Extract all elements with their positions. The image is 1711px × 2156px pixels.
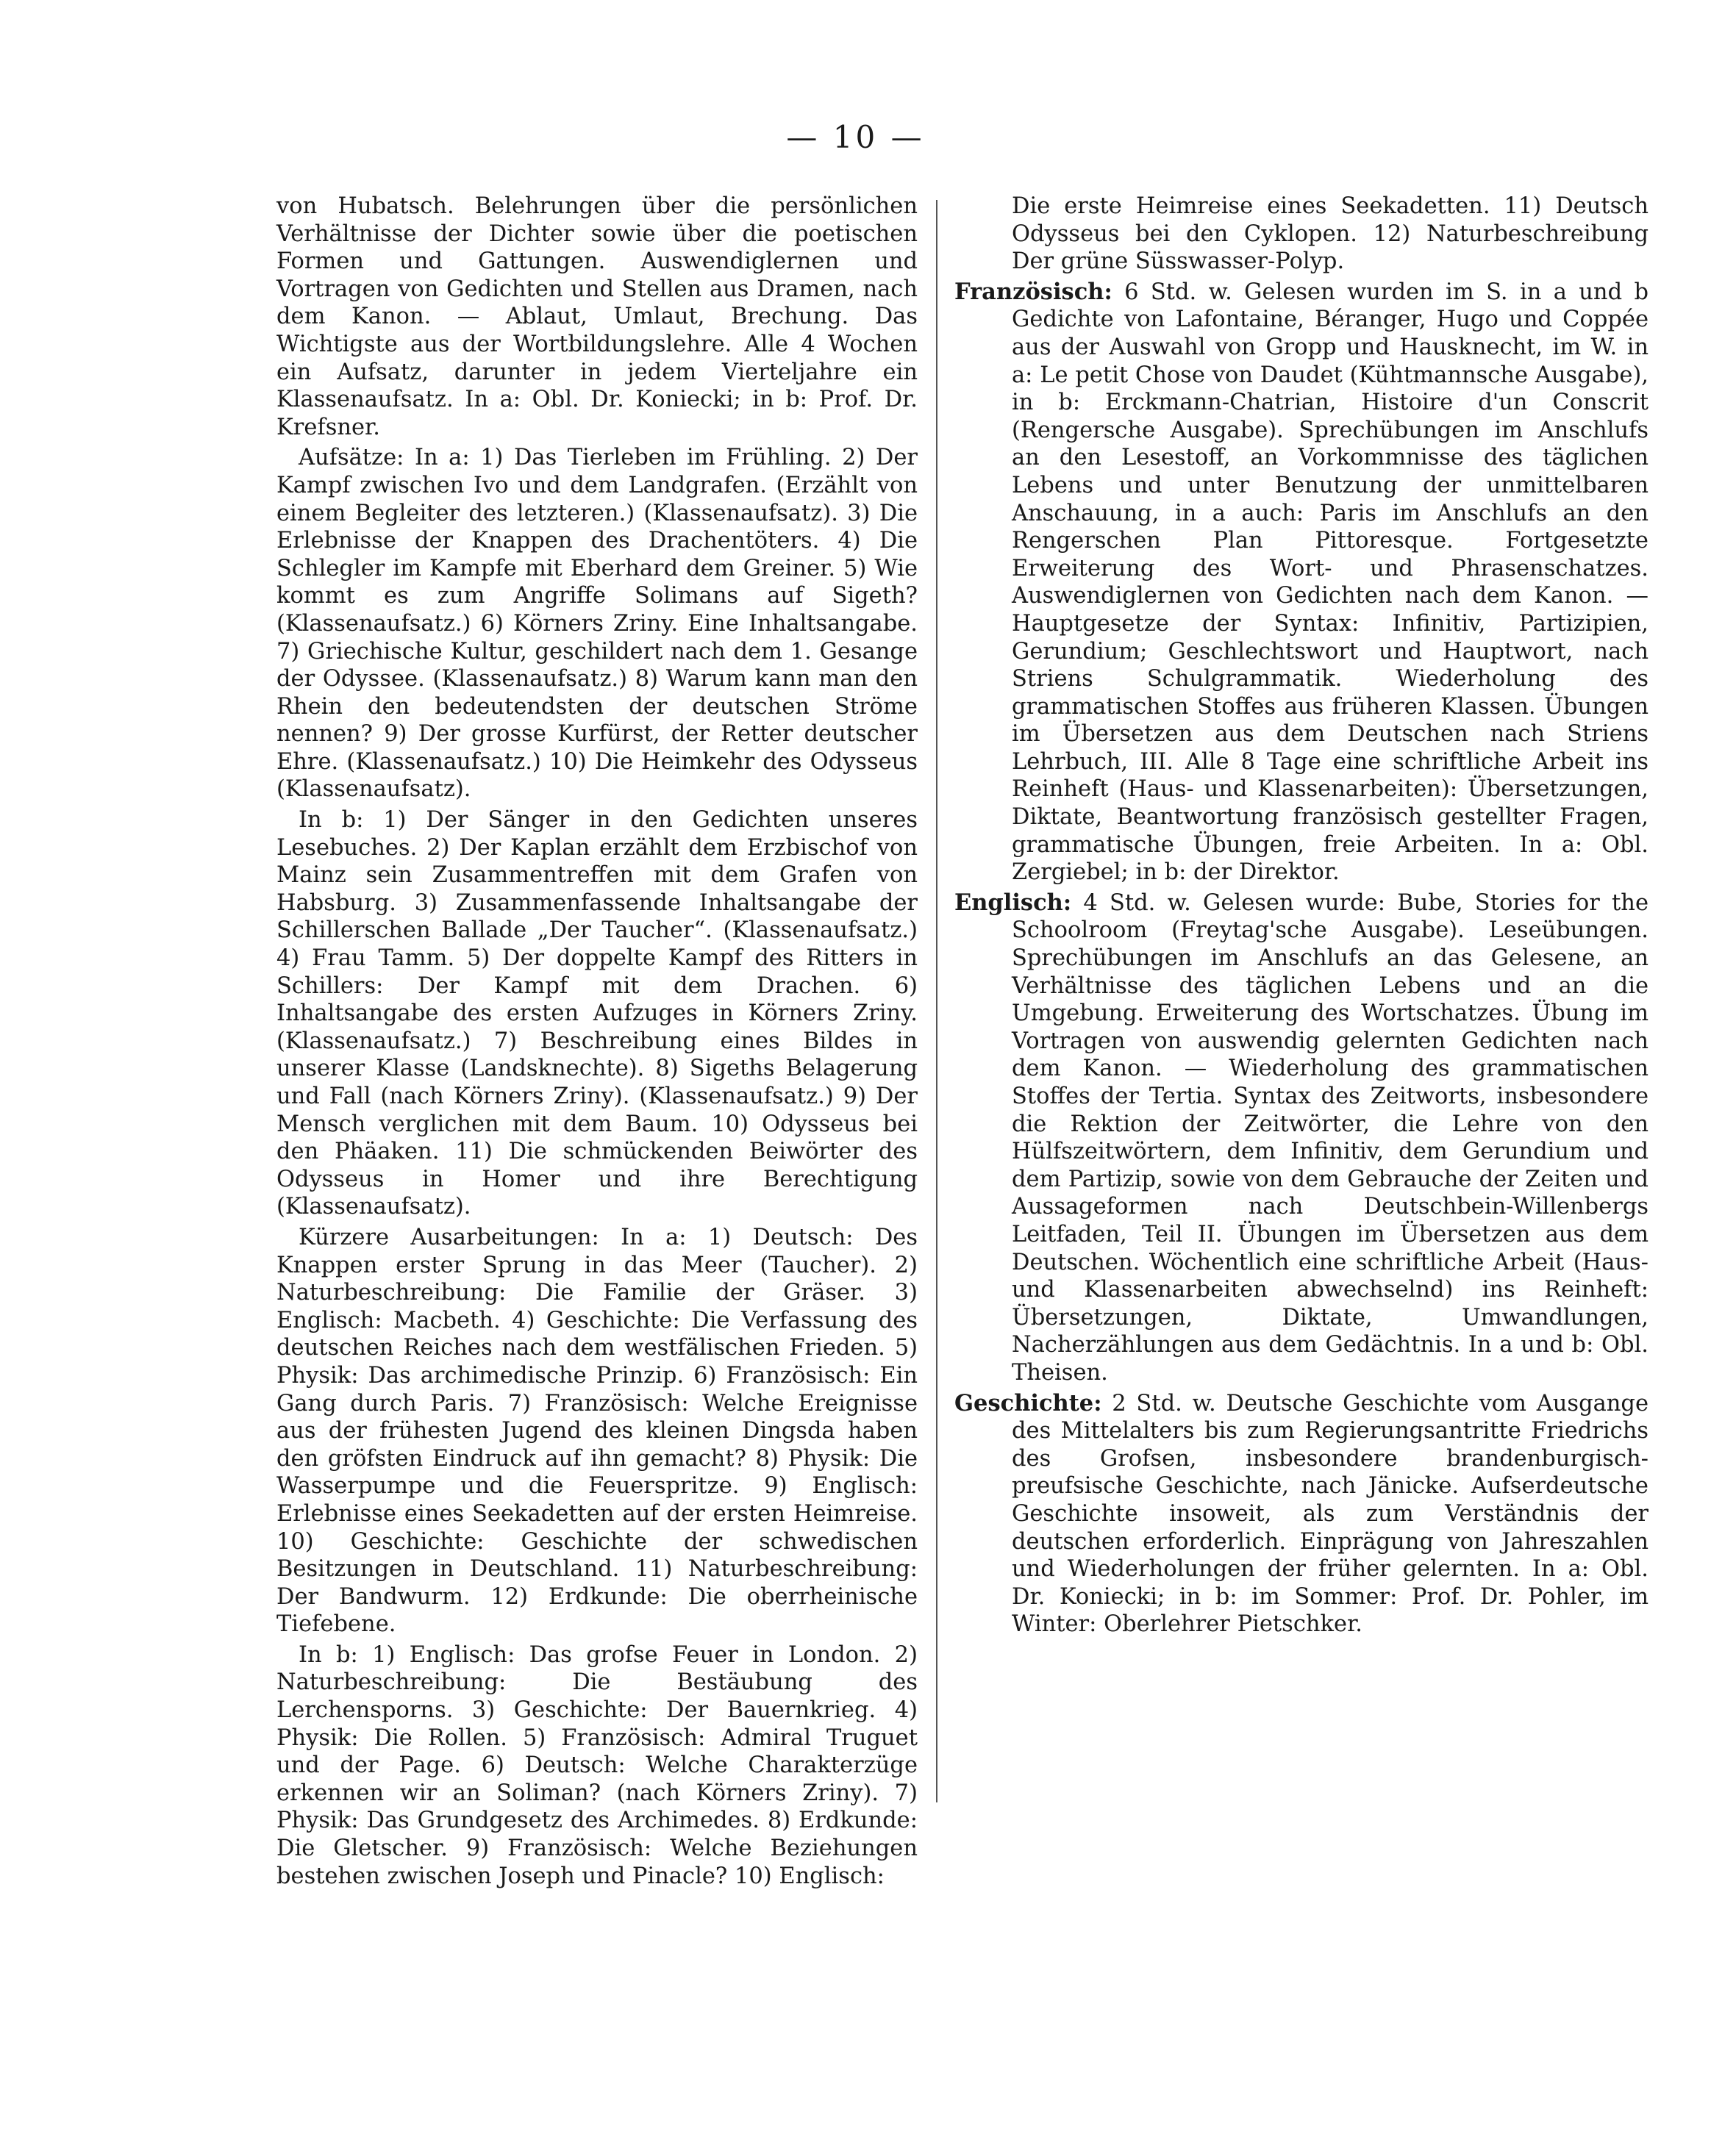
left-column <box>276 193 918 1893</box>
page-number: — 10 — <box>786 119 925 155</box>
geschichte-section <box>954 1390 1649 1639</box>
geschichte-heading: Geschichte: <box>954 1389 1102 1417</box>
englisch-section <box>954 889 1649 1387</box>
aufsaetze-a-paragraph: Aufsätze: In a: 1) Das Tierleben im Frühling. 2) Der Kampf zwischen Ivo und dem Landgrafen. (Erzählt von einem Begleiter des letzteren.) (Klassenaufsatz). 3) Die Erlebnisse der Knappen des Drachentöters. 4) Die Schlegler im Kampfe mit Eberhard dem Greiner. 5) Wie kommt es zum Angriffe Solimans auf Sigeth? (Klassenaufsatz.) 6) Körners Zriny. Eine Inhaltsangabe. 7) Griechische Kultur, geschildert nach dem 1. Gesange der Odyssee. (Klassenaufsatz.) 8) Warum kann man den Rhein den bedeutendsten der deutschen Ströme nennen? 9) Der grosse Kurfürst, der Retter deutscher Ehre. (Klassenaufsatz.) 10) Die Heimkehr des Odysseus (Klassenaufsatz). <box>276 445 918 803</box>
englisch-text: 4 Std. w. Gelesen wurde: Bube, Stories for the Schoolroom (Freytag'sche Ausgabe). Leseübungen. Sprechübungen im Anschlufs an das Gelesene, an Verhältnisse des täglichen Lebens und an die Umgebung. Erweiterung des Wortschatzes. Übung im Vortragen von auswendig gelernten Gedichten nach dem Kanon. — Wiederholung des grammatischen Stoffes der Tertia. Syntax des Zeitworts, insbesondere die Rektion der Zeitwörter, die Lehre von den Hülfszeitwörtern, dem Infinitiv, dem Gerundium und dem Partizip, sowie von dem Gebrauche der Zeiten und Aussageformen nach Deutschbein-Willenbergs Leitfaden, Teil II. Übungen im Übersetzen aus dem Deutschen. Wöchentlich eine schriftliche Arbeit (Haus- und Klassenarbeiten abwechselnd) ins Reinheft: Übersetzungen, Diktate, Umwandlungen, Nacherzählungen aus dem Gedächtnis. In a und b: Obl. Theisen. <box>1012 889 1649 1386</box>
right-column <box>954 193 1649 1641</box>
aufsaetze-b-paragraph: In b: 1) Der Sänger in den Gedichten unseres Lesebuches. 2) Der Kaplan erzählt dem Erzbischof von Mainz sein Zusammentreffen mit dem Grafen von Habsburg. 3) Zusammenfassende Inhaltsangabe der Schillerschen Ballade „Der Taucher“. (Klassenaufsatz.) 4) Frau Tamm. 5) Der doppelte Kampf des Ritters in Schillers: Der Kampf mit dem Drachen. 6) Inhaltsangabe des ersten Aufzuges in Körners Zriny. (Klassenaufsatz.) 7) Beschreibung eines Bildes in unserer Klasse (Landsknechte). 8) Sigeths Belagerung und Fall (nach Körners Zriny). (Klassenaufsatz.) 9) Der Mensch verglichen mit dem Baum. 10) Odysseus bei den Phäaken. 11) Die schmückenden Beiwörter des Odysseus in Homer und ihre Berechtigung (Klassenaufsatz). <box>276 807 918 1220</box>
intro-paragraph: von Hubatsch. Belehrungen über die persönlichen Verhältnisse der Dichter sowie über die poetischen Formen und Gattungen. Auswendiglernen und Vortragen von Gedichten und Stellen aus Dramen, nach dem Kanon. — Ablaut, Umlaut, Brechung. Das Wichtigste aus der Wortbildungslehre. Alle 4 Wochen ein Aufsatz, darunter in jedem Vierteljahre ein Klassenaufsatz. In a: Obl. Dr. Koniecki; in b: Prof. Dr. Krefsner. <box>276 193 918 440</box>
englisch-heading: Englisch: <box>954 889 1072 916</box>
geschichte-text: 2 Std. w. Deutsche Geschichte vom Ausgange des Mittelalters bis zum Regierungsantritte Friedrichs des Grofsen, insbesondere brandenburgisch-preufsische Geschichte, nach Jänicke. Aufserdeutsche Geschichte insoweit, als zum Verständnis der deutschen erforderlich. Einprägung von Jahreszahlen und Wiederholungen der früher gelernten. In a: Obl. Dr. Koniecki; in b: im Sommer: Prof. Dr. Pohler, im Winter: Oberlehrer Pietschker. <box>1012 1390 1649 1638</box>
franzoesisch-heading: Französisch: <box>954 278 1112 305</box>
kuerzere-b-paragraph: In b: 1) Englisch: Das grofse Feuer in London. 2) Naturbeschreibung: Die Bestäubung des Lerchensporns. 3) Geschichte: Der Bauernkrieg. 4) Physik: Die Rollen. 5) Französisch: Admiral Truguet und der Page. 6) Deutsch: Welche Charakterzüge erkennen wir an Soliman? (nach Körners Zriny). 7) Physik: Das Grundgesetz des Archimedes. 8) Erdkunde: Die Gletscher. 9) Französisch: Welche Beziehungen bestehen zwischen Joseph und Pinacle? 10) Englisch: <box>276 1641 918 1889</box>
column-divider <box>936 200 937 1802</box>
franzoesisch-text: 6 Std. w. Gelesen wurden im S. in a und b Gedichte von Lafontaine, Béranger, Hugo und Coppée aus der Auswahl von Gropp und Hausknecht, im W. in a: Le petit Chose von Daudet (Kühtmannsche Ausgabe), in b: Erckmann-Chatrian, Histoire d'un Conscrit (Rengersche Ausgabe). Sprechübungen im Anschlufs an den Lesestoff, an Vorkommnisse des täglichen Lebens und unter Benutzung der unmittelbaren Anschauung, in a auch: Paris im Anschlufs an den Rengerschen Plan Pittoresque. Fortgesetzte Erweiterung des Wort- und Phrasenschatzes. Auswendiglernen von Gedichten nach dem Kanon. — Hauptgesetze der Syntax: Infinitiv, Partizipien, Gerundium; Geschlechtswort und Hauptwort, nach Striens Schulgrammatik. Wiederholung des grammatischen Stoffes aus früheren Klassen. Übungen im Übersetzen aus dem Deutschen nach Striens Lehrbuch, III. Alle 8 Tage eine schriftliche Arbeit ins Reinheft (Haus- und Klassenarbeiten): Übersetzungen, Diktate, Beantwortung französisch gestellter Fragen, grammatische Übungen, freie Arbeiten. In a: Obl. Zergiebel; in b: der Direktor. <box>1012 279 1649 886</box>
franzoesisch-section <box>954 279 1649 887</box>
kuerzere-a-paragraph: Kürzere Ausarbeitungen: In a: 1) Deutsch: Des Knappen erster Sprung in das Meer (Taucher). 2) Naturbeschreibung: Die Familie der Gräser. 3) Englisch: Macbeth. 4) Geschichte: Die Verfassung des deutschen Reiches nach dem westfälischen Frieden. 5) Physik: Das archimedische Prinzip. 6) Französisch: Ein Gang durch Paris. 7) Französisch: Welche Ereignisse aus der frühesten Jugend des kleinen Dingsda haben den gröfsten Eindruck auf ihn gemacht? 8) Physik: Die Wasserpumpe und die Feuerspritze. 9) Englisch: Erlebnisse eines Seekadetten auf der ersten Heimreise. 10) Geschichte: Geschichte der schwedischen Besitzungen in Deutschland. 11) Naturbeschreibung: Der Bandwurm. 12) Erdkunde: Die oberrheinische Tiefebene. <box>276 1224 918 1638</box>
continuation-paragraph: Die erste Heimreise eines Seekadetten. 11) Deutsch Odysseus bei den Cyklopen. 12) Naturbeschreibung Der grüne Süsswasser-Polyp. <box>1012 193 1649 275</box>
